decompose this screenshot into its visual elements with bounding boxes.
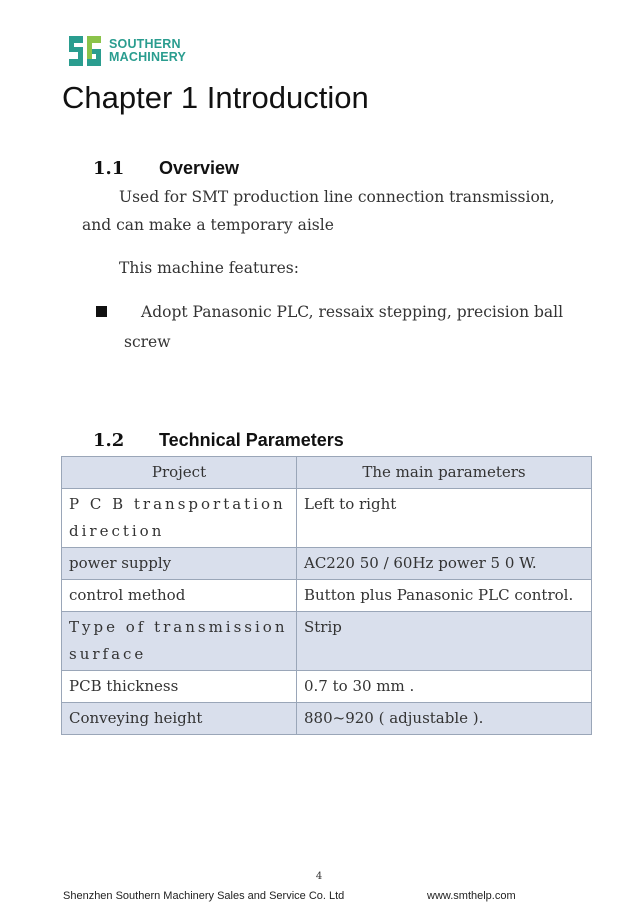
square-bullet-icon [96,306,107,317]
logo-line-2: MACHINERY [109,50,187,64]
table-row [62,703,592,735]
table-cell-value: 0.7 to 30 mm . [297,671,592,703]
bullet-text-line-1: Adopt Panasonic PLC, ressaix stepping, precision ball [141,303,564,321]
footer-company: Shenzhen Southern Machinery Sales and Service Co. Ltd [63,890,345,902]
features-intro: This machine features: [119,259,299,277]
feature-bullet [96,297,596,357]
table-cell-project: Type of transmission surface [62,612,297,671]
table-cell-value: 880~920 ( adjustable ). [297,703,592,735]
table-cell-value: Left to right [297,489,592,548]
page-number: 4 [315,871,323,882]
table-cell-project: power supply [62,548,297,580]
logo-wordmark [109,38,186,64]
section-title: Overview [159,158,240,178]
table-header-row [62,457,592,489]
company-logo [68,34,186,68]
table-row [62,612,592,671]
table-row [62,548,592,580]
table-cell-value: Button plus Panasonic PLC control. [297,580,592,612]
bullet-text-line-2: screw [124,333,171,351]
table-cell-project: control method [62,580,297,612]
table-row [62,489,592,548]
table-row [62,580,592,612]
table-header-project: Project [62,457,297,489]
overview-line-2: and can make a temporary aisle [82,216,334,234]
chapter-title: Chapter 1 Introduction [62,80,369,115]
table-row [62,671,592,703]
table-header-parameters: The main parameters [297,457,592,489]
overview-line-1: Used for SMT production line connection transmission, [119,188,555,206]
section-heading-technical-parameters [93,430,344,451]
section-title: Technical Parameters [159,430,344,450]
southern-machinery-logo-icon [68,34,102,68]
table-cell-project: Conveying height [62,703,297,735]
section-heading-overview [93,158,239,179]
table-cell-value: Strip [297,612,592,671]
logo-line-1: SOUTHERN [109,37,181,51]
table-cell-project: PCB thickness [62,671,297,703]
footer-website: www.smthelp.com [427,890,516,902]
table-cell-project: P C B transportation direction [62,489,297,548]
section-number: 1.1 [93,158,125,179]
technical-parameters-table [61,456,592,735]
section-number: 1.2 [93,430,125,451]
table-cell-value: AC220 50 / 60Hz power 5 0 W. [297,548,592,580]
